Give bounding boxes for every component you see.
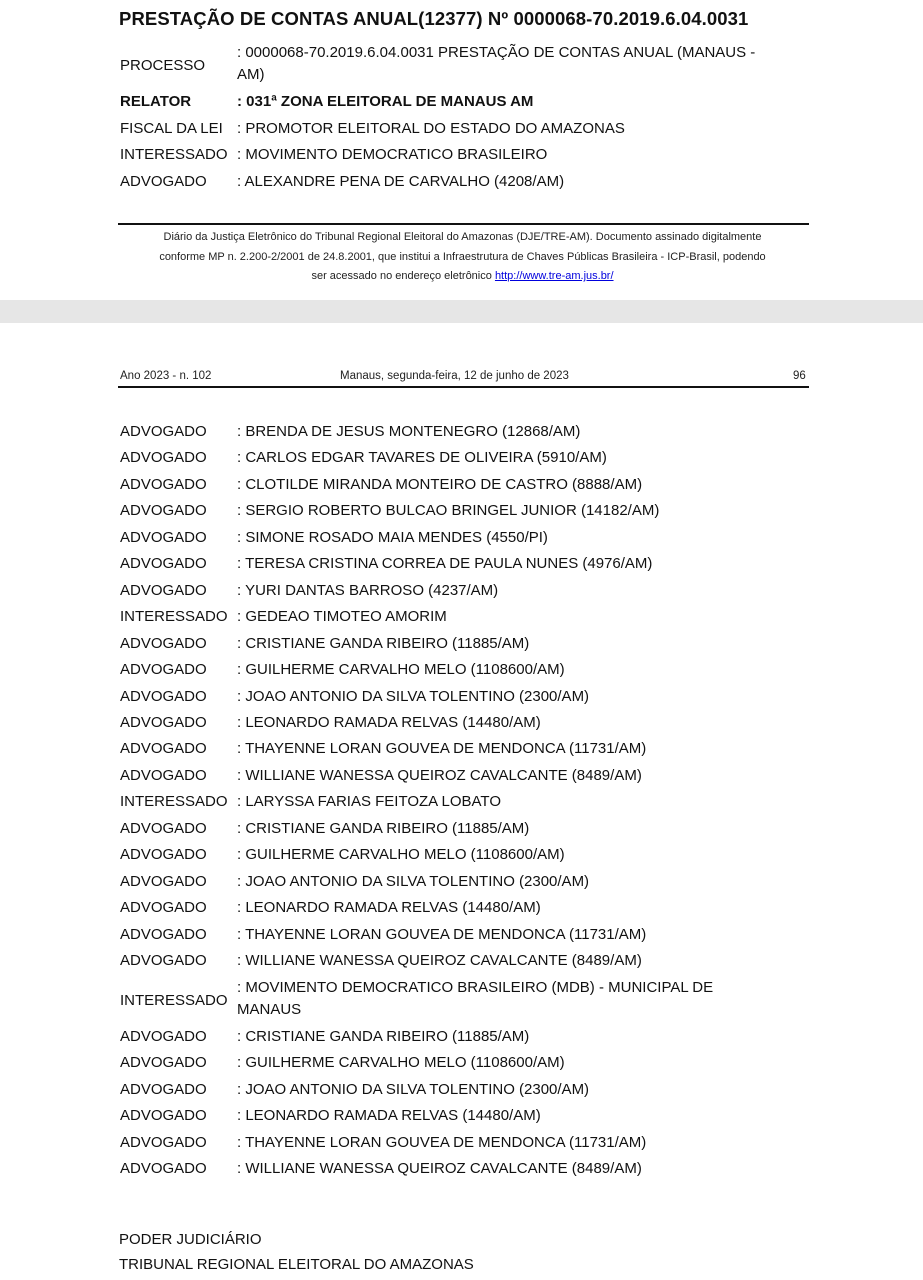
field-value: : CARLOS EDGAR TAVARES DE OLIVEIRA (5910/AM): [237, 449, 607, 466]
field-label: PROCESSO: [120, 57, 206, 74]
field-label: ADVOGADO: [120, 740, 207, 757]
field-label: ADVOGADO: [120, 173, 207, 190]
field-value: : LEONARDO RAMADA RELVAS (14480/AM): [237, 714, 541, 731]
field-label: ADVOGADO: [120, 1028, 207, 1045]
field-label: INTERESSADO: [120, 146, 228, 163]
field-label: ADVOGADO: [120, 1107, 207, 1124]
field-value: : GUILHERME CARVALHO MELO (1108600/AM): [237, 1054, 565, 1071]
field-value: : JOAO ANTONIO DA SILVA TOLENTINO (2300/AM): [237, 688, 590, 705]
field-value: [237, 42, 755, 86]
field-value: : TERESA CRISTINA CORREA DE PAULA NUNES (4976/AM): [237, 555, 653, 572]
field-value: : JOAO ANTONIO DA SILVA TOLENTINO (2300/AM): [237, 873, 590, 890]
field-label: ADVOGADO: [120, 1160, 207, 1177]
field-label: ADVOGADO: [120, 1081, 207, 1098]
field-value-line: : MOVIMENTO DEMOCRATICO BRASILEIRO (MDB) - MUNICIPAL DE: [237, 979, 714, 996]
footer-line: Diário da Justiça Eletrônico do Tribunal Regional Eleitoral do Amazonas (DJE/TRE-AM). Documento assinado digitalmente: [163, 231, 762, 243]
footer-line-3: [110, 267, 815, 287]
field-value: : ALEXANDRE PENA DE CARVALHO (4208/AM): [237, 173, 565, 190]
footer-divider: [118, 223, 809, 225]
field-value: : MOVIMENTO DEMOCRATICO BRASILEIRO: [237, 146, 548, 163]
field-value: : 031ª ZONA ELEITORAL DE MANAUS AM: [237, 93, 534, 110]
field-value: : THAYENNE LORAN GOUVEA DE MENDONCA (11731/AM): [237, 926, 647, 943]
field-label: ADVOGADO: [120, 476, 207, 493]
field-label: ADVOGADO: [120, 1134, 207, 1151]
document-page-2: [0, 323, 923, 1280]
field-value: : LARYSSA FARIAS FEITOZA LOBATO: [237, 793, 501, 810]
field-value: : WILLIANE WANESSA QUEIROZ CAVALCANTE (8489/AM): [237, 1160, 642, 1177]
field-value: : LEONARDO RAMADA RELVAS (14480/AM): [237, 1107, 541, 1124]
field-value: : CRISTIANE GANDA RIBEIRO (11885/AM): [237, 1028, 530, 1045]
field-label: ADVOGADO: [120, 899, 207, 916]
field-label: ADVOGADO: [120, 582, 207, 599]
field-label: FISCAL DA LEI: [120, 120, 223, 137]
field-label: ADVOGADO: [120, 873, 207, 890]
header-date: Manaus, segunda-feira, 12 de junho de 2023: [340, 370, 569, 382]
field-value-line: MANAUS: [237, 1001, 302, 1018]
header-page-number: 96: [793, 370, 806, 382]
field-value: : GUILHERME CARVALHO MELO (1108600/AM): [237, 661, 565, 678]
field-label: ADVOGADO: [120, 423, 207, 440]
field-value: : GEDEAO TIMOTEO AMORIM: [237, 608, 447, 625]
field-value: : YURI DANTAS BARROSO (4237/AM): [237, 582, 499, 599]
field-value: : SIMONE ROSADO MAIA MENDES (4550/PI): [237, 529, 548, 546]
field-value-line: AM): [237, 66, 265, 83]
field-value: : BRENDA DE JESUS MONTENEGRO (12868/AM): [237, 423, 581, 440]
field-value: : THAYENNE LORAN GOUVEA DE MENDONCA (11731/AM): [237, 1134, 647, 1151]
field-label: RELATOR: [120, 93, 192, 110]
header-divider: [118, 386, 809, 388]
field-label: ADVOGADO: [120, 635, 207, 652]
field-value: : CRISTIANE GANDA RIBEIRO (11885/AM): [237, 820, 530, 837]
field-label: ADVOGADO: [120, 529, 207, 546]
field-label: ADVOGADO: [120, 449, 207, 466]
document-page-1: [0, 0, 923, 300]
header-edition: Ano 2023 - n. 102: [120, 370, 212, 382]
field-label: ADVOGADO: [120, 952, 207, 969]
field-label: ADVOGADO: [120, 661, 207, 678]
field-label: INTERESSADO: [120, 992, 228, 1009]
field-value: [237, 977, 713, 1021]
field-label: ADVOGADO: [120, 926, 207, 943]
field-value-line: : 0000068-70.2019.6.04.0031 PRESTAÇÃO DE CONTAS ANUAL (MANAUS -: [237, 44, 756, 61]
page-footer: [110, 228, 815, 287]
field-value: : WILLIANE WANESSA QUEIROZ CAVALCANTE (8489/AM): [237, 952, 642, 969]
field-value: : CLOTILDE MIRANDA MONTEIRO DE CASTRO (8888/AM): [237, 476, 643, 493]
field-value: : LEONARDO RAMADA RELVAS (14480/AM): [237, 899, 541, 916]
field-label: ADVOGADO: [120, 688, 207, 705]
tribunal-name: TRIBUNAL REGIONAL ELEITORAL DO AMAZONAS: [119, 1256, 474, 1273]
document-title: PRESTAÇÃO DE CONTAS ANUAL(12377) Nº 0000068-70.2019.6.04.0031: [119, 8, 749, 29]
footer-text: ser acessado no endereço eletrônico: [311, 270, 492, 282]
field-value: : THAYENNE LORAN GOUVEA DE MENDONCA (11731/AM): [237, 740, 647, 757]
field-value: : PROMOTOR ELEITORAL DO ESTADO DO AMAZONAS: [237, 120, 625, 137]
court-name: PODER JUDICIÁRIO: [119, 1231, 262, 1248]
footer-line: conforme MP n. 2.200-2/2001 de 24.8.2001, que institui a Infraestrutura de Chaves Públicas Brasileira - ICP-Brasil, podendo: [159, 250, 766, 263]
field-label: ADVOGADO: [120, 846, 207, 863]
field-value: : JOAO ANTONIO DA SILVA TOLENTINO (2300/AM): [237, 1081, 590, 1098]
field-value: : WILLIANE WANESSA QUEIROZ CAVALCANTE (8489/AM): [237, 767, 642, 784]
field-value: : SERGIO ROBERTO BULCAO BRINGEL JUNIOR (14182/AM): [237, 502, 660, 519]
field-label: ADVOGADO: [120, 820, 207, 837]
field-value: : GUILHERME CARVALHO MELO (1108600/AM): [237, 846, 565, 863]
field-label: ADVOGADO: [120, 555, 207, 572]
field-value: : CRISTIANE GANDA RIBEIRO (11885/AM): [237, 635, 530, 652]
field-label: ADVOGADO: [120, 1054, 207, 1071]
field-label: ADVOGADO: [120, 714, 207, 731]
tre-am-link[interactable]: http://www.tre-am.jus.br/: [494, 270, 614, 282]
field-label: ADVOGADO: [120, 502, 207, 519]
field-label: ADVOGADO: [120, 767, 207, 784]
field-label: INTERESSADO: [120, 793, 228, 810]
field-label: INTERESSADO: [120, 608, 228, 625]
